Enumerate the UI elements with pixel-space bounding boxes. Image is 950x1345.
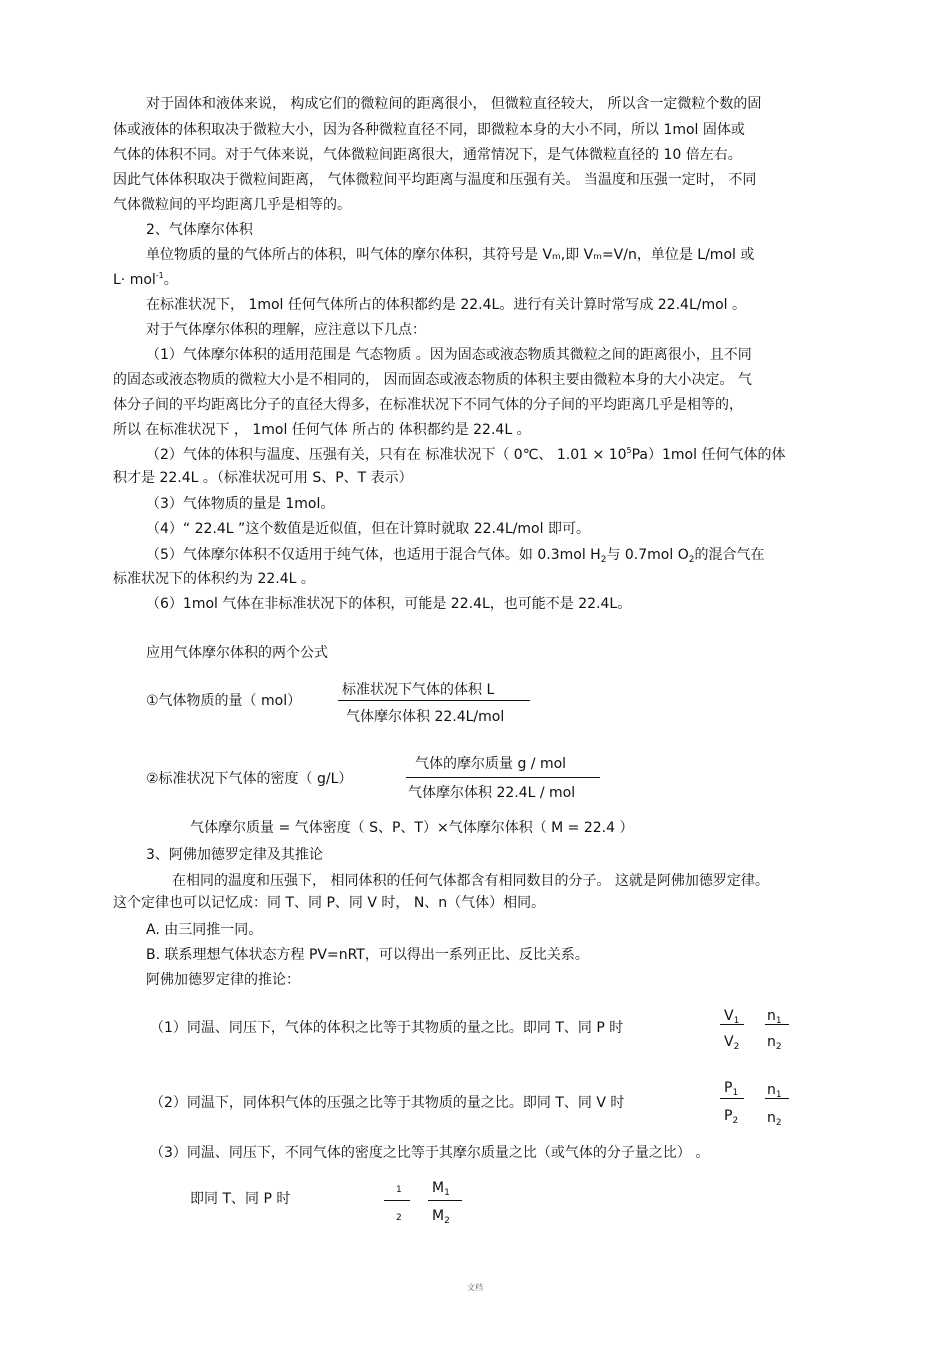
p2-subscript: 2 <box>732 1116 739 1126</box>
corollary1-n2 <box>767 1032 782 1054</box>
formula1-fraction-bar <box>338 700 530 701</box>
item6: （6）1mol 气体在非标准状况下的体积，可能是 22.4L，也可能不是 22.4L。 <box>146 596 632 612</box>
item5-mid: 与 0.7mol O <box>606 547 689 563</box>
corollary1-v2 <box>724 1032 739 1054</box>
corollary1-bar-n <box>765 1024 789 1025</box>
corollary3-m1 <box>432 1178 450 1200</box>
n1-subscript: 1 <box>775 1016 782 1026</box>
item5-line1 <box>146 545 764 567</box>
molar-volume-unit <box>113 270 178 292</box>
formula2-label: ②标准状况下气体的密度（ g/L） <box>146 771 353 787</box>
n1-letter: n <box>767 1082 776 1098</box>
n1-letter: n <box>767 1008 776 1024</box>
corollary3-rho2: 2 <box>396 1213 402 1223</box>
inference-heading: 阿佛加德罗定律的推论： <box>146 972 300 988</box>
para1-line1: 对于固体和液体来说， 构成它们的微粒间的距离很小， 但微粒直径较大， 所以含一定微粒个数的固 <box>146 96 762 112</box>
p1-letter: P <box>724 1080 733 1096</box>
n2-subscript: 2 <box>775 1042 782 1052</box>
m2-letter: M <box>432 1208 445 1224</box>
formula3: 气体摩尔质量 = 气体密度（ S、P、T）×气体摩尔体积（ M = 22.4 ） <box>190 820 634 836</box>
m1-subscript: 1 <box>444 1188 450 1198</box>
corollary2-n2 <box>767 1108 782 1130</box>
p1-subscript: 1 <box>732 1088 739 1098</box>
standard-condition-statement: 在标准状况下， 1mol 任何气体所占的体积都约是 22.4L。进行有关计算时常写成 22.4L/mol 。 <box>146 297 747 313</box>
para1-line2: 体或液体的体积取决于微粒大小，因为各种微粒直径不同，即微粒本身的大小不同，所以 1mol 固体或 <box>113 122 745 138</box>
formula2-denominator: 气体摩尔体积 22.4L / mol <box>408 785 576 801</box>
molar-volume-definition: 单位物质的量的气体所占的体积，叫气体的摩尔体积，其符号是 Vₘ,即 Vₘ=V/n，单位是 L/mol 或 <box>146 247 755 263</box>
avogadro-law-line1: 在相同的温度和压强下， 相同体积的任何气体都含有相同数目的分子。 这就是阿佛加德罗定律。 <box>172 873 769 889</box>
unit-text: L· mol <box>113 272 156 288</box>
item1-line2: 的固态或液态物质的微粒大小是不相同的， 因而固态或液态物质的体积主要由微粒本身的大小决定。 气 <box>113 372 752 388</box>
item2-line2: 积才是 22.4L 。（标准状况可用 S、P、T 表示） <box>113 470 413 486</box>
corollary2-p2 <box>724 1106 738 1128</box>
item3: （3）气体物质的量是 1mol。 <box>146 496 335 512</box>
formula1-numerator: 标准状况下气体的体积 L <box>342 682 495 698</box>
point-a: A. 由三同推一同。 <box>146 922 263 938</box>
formula2-numerator: 气体的摩尔质量 g / mol <box>415 756 567 772</box>
item1-line1: （1）气体摩尔体积的适用范围是 气态物质 。因为固态或液态物质其微粒之间的距离很小，且不同 <box>146 347 752 363</box>
corollary3-rho1: 1 <box>396 1185 402 1195</box>
corollary3-bar-rho <box>384 1200 410 1201</box>
corollary1-text: （1）同温、同压下，气体的体积之比等于其物质的量之比。即同 T、同 P 时 <box>150 1020 624 1036</box>
v1-letter: V <box>724 1008 734 1024</box>
n2-letter: n <box>767 1110 776 1126</box>
formula2-fraction-bar <box>406 777 600 778</box>
h2-subscript: 2 <box>600 555 607 565</box>
v2-letter: V <box>724 1034 734 1050</box>
avogadro-law-line2: 这个定律也可以记忆成：同 T、同 P、同 V 时， N、n（气体）相同。 <box>113 895 546 911</box>
corollary3-condition: 即同 T、同 P 时 <box>190 1191 291 1207</box>
formula1-denominator: 气体摩尔体积 22.4L/mol <box>346 709 505 725</box>
item1-line3: 体分子间的平均距离比分子的直径大得多，在标准状况下不同气体的分子间的平均距离几乎是相等的， <box>113 397 743 413</box>
corollary2-bar-n <box>765 1098 789 1099</box>
corollary3-bar-m <box>428 1200 462 1201</box>
n2-subscript: 2 <box>775 1118 782 1128</box>
corollary2-text: （2）同温下，同体积气体的压强之比等于其物质的量之比。即同 T、同 V 时 <box>150 1095 625 1111</box>
para1-line3: 气体的体积不同。对于气体来说，气体微粒间距离很大，通常情况下，是气体微粒直径的 10 倍左右。 <box>113 147 742 163</box>
m2-subscript: 2 <box>444 1216 450 1226</box>
point-b: B. 联系理想气体状态方程 PV=nRT，可以得出一系列正比、反比关系。 <box>146 947 589 963</box>
item2-pre: （2）气体的体积与温度、压强有关，只有在 标准状况下（ 0℃、 1.01 × 10 <box>146 447 627 463</box>
item1-line4: 所以 在标准状况下 ， 1mol 任何气体 所占的 体积都约是 22.4L 。 <box>113 422 531 438</box>
unit-end: 。 <box>163 272 178 288</box>
formula1-label: ①气体物质的量（ mol） <box>146 693 302 709</box>
corollary2-p1 <box>724 1078 738 1100</box>
corollary2-bar-p <box>720 1098 744 1099</box>
item5-pre: （5）气体摩尔体积不仅适用于纯气体，也适用于混合气体。如 0.3mol H <box>146 547 601 563</box>
para1-line4: 因此气体体积取决于微粒间距离， 气体微粒间平均距离与温度和压强有关。 当温度和压强一定时， 不同 <box>113 172 757 188</box>
para1-line5: 气体微粒间的平均距离几乎是相等的。 <box>113 197 351 213</box>
unit-superscript: -1 <box>155 271 164 280</box>
section2-heading: 2、气体摩尔体积 <box>146 222 253 238</box>
p2-letter: P <box>724 1108 733 1124</box>
understanding-note: 对于气体摩尔体积的理解，应注意以下几点： <box>146 322 426 338</box>
item2-exponent: 5 <box>626 446 632 455</box>
n1-subscript: 1 <box>775 1090 782 1100</box>
v1-subscript: 1 <box>733 1016 740 1026</box>
page-footer: 文档 <box>467 1283 483 1292</box>
item2-line1 <box>146 445 785 467</box>
corollary3-text: （3）同温、同压下，不同气体的密度之比等于其摩尔质量之比（或气体的分子量之比） 。 <box>150 1145 710 1161</box>
corollary1-bar-v <box>720 1024 744 1025</box>
item4: （4）“ 22.4L ”这个数值是近似值，但在计算时就取 22.4L/mol 即可。 <box>146 521 590 537</box>
corollary3-m2 <box>432 1206 450 1228</box>
item5-line2: 标准状况下的体积约为 22.4L 。 <box>113 571 315 587</box>
formulas-heading: 应用气体摩尔体积的两个公式 <box>146 645 328 661</box>
item2-post: Pa）1mol 任何气体的体 <box>631 447 786 463</box>
n2-letter: n <box>767 1034 776 1050</box>
m1-letter: M <box>432 1180 445 1196</box>
section3-heading: 3、阿佛加德罗定律及其推论 <box>146 847 323 863</box>
item5-post: 的混合气在 <box>694 547 765 563</box>
o2-subscript: 2 <box>688 555 695 565</box>
v2-subscript: 2 <box>733 1042 740 1052</box>
